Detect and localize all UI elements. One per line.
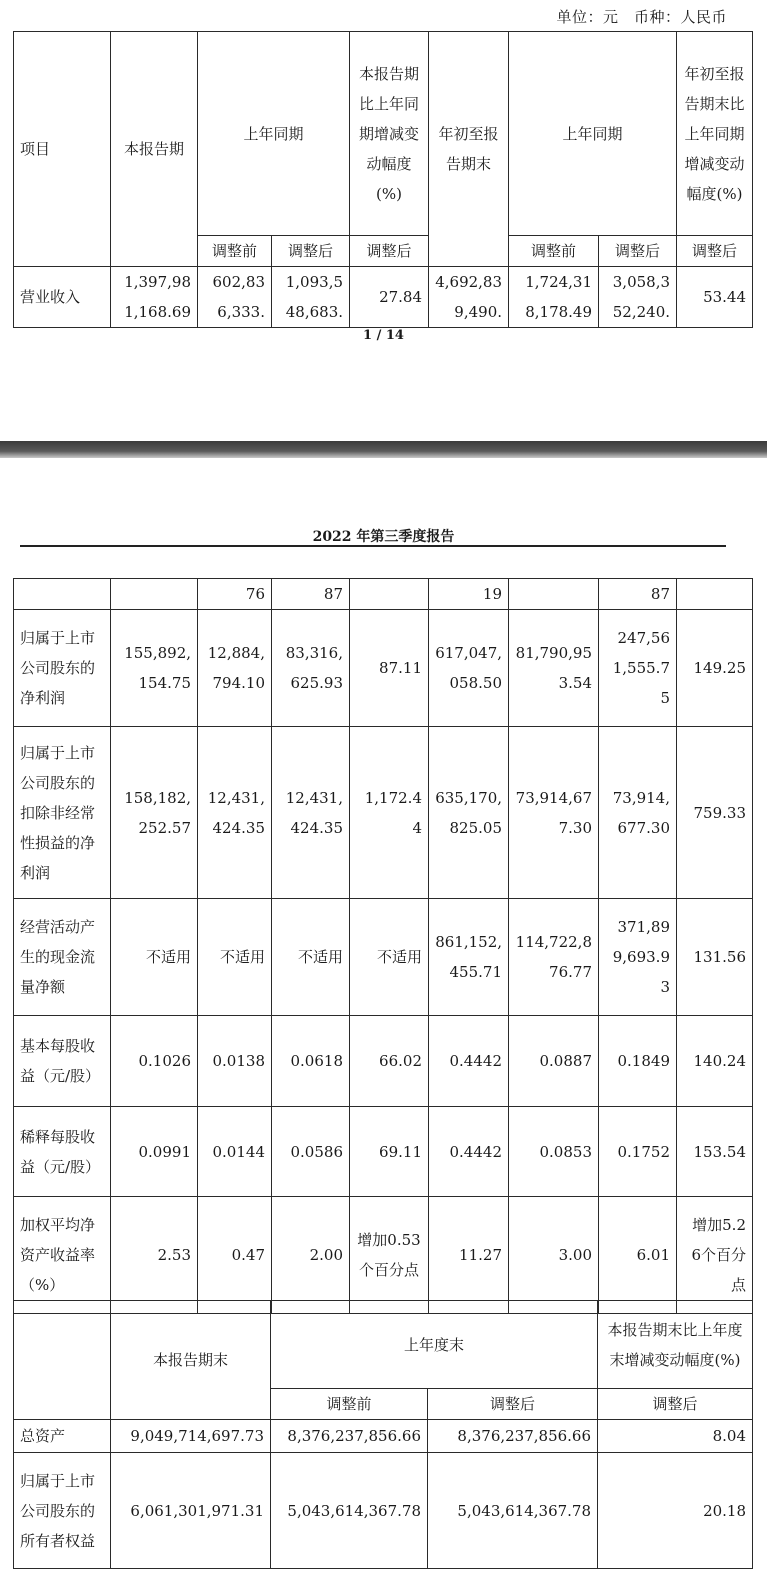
row-label: 加权平均净资产收益率（%） xyxy=(14,1197,111,1314)
header-ytd: 年初至报告期末 xyxy=(429,32,509,267)
subheader-after-adjustment: 调整后 xyxy=(272,236,350,267)
cell-value: 114,722,876.77 xyxy=(509,899,599,1016)
cell-value: 0.1752 xyxy=(599,1107,677,1197)
header-change: 本报告期末比上年度末增减变动幅度(%) xyxy=(598,1301,753,1389)
cell-value: 增加0.53个百分点 xyxy=(350,1197,429,1314)
cell-value: 1,093,548,683. xyxy=(272,267,350,328)
fragment-cell xyxy=(509,579,599,610)
row-label: 经营活动产生的现金流量净额 xyxy=(14,899,111,1016)
cell-value: 不适用 xyxy=(350,899,429,1016)
subheader-after-adjustment: 调整后 xyxy=(428,1389,598,1420)
report-header-title: 2022 年第三季度报告 xyxy=(312,529,455,545)
cell-value: 1,172.44 xyxy=(350,727,429,899)
fragment-cell xyxy=(677,579,753,610)
cell-value: 不适用 xyxy=(111,899,198,1016)
cell-value: 0.0138 xyxy=(198,1016,272,1107)
cell-value: 149.25 xyxy=(677,610,753,727)
cell-value: 27.84 xyxy=(350,267,429,328)
fragment-cell: 87 xyxy=(272,579,350,610)
cell-value: 0.0887 xyxy=(509,1016,599,1107)
cell-value: 0.0586 xyxy=(272,1107,350,1197)
page-divider xyxy=(0,441,767,458)
cell-value: 4,692,839,490. xyxy=(429,267,509,328)
row-label-revenue: 营业收入 xyxy=(14,267,111,328)
row-label: 归属于上市公司股东的所有者权益 xyxy=(14,1453,111,1569)
cell-value: 635,170,825.05 xyxy=(429,727,509,899)
cell-value: 11.27 xyxy=(429,1197,509,1314)
subheader-after-adjustment: 调整后 xyxy=(350,236,429,267)
cell-value: 5,043,614,367.78 xyxy=(271,1453,428,1569)
revenue-table xyxy=(13,31,753,328)
cell-value: 158,182,252.57 xyxy=(111,727,198,899)
cell-value: 3,058,352,240. xyxy=(599,267,677,328)
cell-value: 131.56 xyxy=(677,899,753,1016)
cell-value: 0.0991 xyxy=(111,1107,198,1197)
cell-value: 1,397,981,168.69 xyxy=(111,267,198,328)
cell-value: 81,790,953.54 xyxy=(509,610,599,727)
header-item: 项目 xyxy=(14,32,111,267)
cell-value: 153.54 xyxy=(677,1107,753,1197)
cell-value: 140.24 xyxy=(677,1016,753,1107)
cell-value: 不适用 xyxy=(272,899,350,1016)
unit-currency-line: 单位：元 币种：人民币 xyxy=(556,8,727,26)
cell-value: 6,061,301,971.31 xyxy=(111,1453,271,1569)
cell-value: 759.33 xyxy=(677,727,753,899)
cell-value: 8,376,237,856.66 xyxy=(271,1420,428,1453)
subheader-before-adjustment: 调整前 xyxy=(271,1389,428,1420)
subheader-before-adjustment: 调整前 xyxy=(509,236,599,267)
fragment-cell xyxy=(350,579,429,610)
cell-value: 2.00 xyxy=(272,1197,350,1314)
cell-value: 69.11 xyxy=(350,1107,429,1197)
cell-value: 247,561,555.75 xyxy=(599,610,677,727)
row-label: 归属于上市公司股东的扣除非经常性损益的净利润 xyxy=(14,727,111,899)
cell-value: 155,892,154.75 xyxy=(111,610,198,727)
cell-value: 0.4442 xyxy=(429,1107,509,1197)
cell-value: 0.1849 xyxy=(599,1016,677,1107)
cell-value: 5,043,614,367.78 xyxy=(428,1453,598,1569)
cell-value: 6.01 xyxy=(599,1197,677,1314)
cell-value: 53.44 xyxy=(677,267,753,328)
header-ytd-change: 年初至报告期末比上年同期增减变动幅度(%) xyxy=(677,32,753,236)
fragment-cell xyxy=(14,579,111,610)
cell-value: 0.47 xyxy=(198,1197,272,1314)
cell-value: 0.0618 xyxy=(272,1016,350,1107)
balance-table xyxy=(13,1300,753,1569)
cell-value: 87.11 xyxy=(350,610,429,727)
header-period-change: 本报告期比上年同期增减变动幅度(%) xyxy=(350,32,429,236)
header-prior-ytd: 上年同期 xyxy=(509,32,677,236)
cell-value: 1,724,318,178.49 xyxy=(509,267,599,328)
cell-value: 83,316,625.93 xyxy=(272,610,350,727)
cell-value: 602,836,333. xyxy=(198,267,272,328)
fragment-cell: 19 xyxy=(429,579,509,610)
cell-value: 371,899,693.93 xyxy=(599,899,677,1016)
header-rule xyxy=(20,545,726,547)
row-label: 基本每股收益（元/股） xyxy=(14,1016,111,1107)
cell-value: 8,376,237,856.66 xyxy=(428,1420,598,1453)
header-last-year-end: 上年度末 xyxy=(271,1301,598,1389)
fragment-cell: 76 xyxy=(198,579,272,610)
cell-value: 12,884,794.10 xyxy=(198,610,272,727)
cell-value: 20.18 xyxy=(598,1453,753,1569)
header-period-end: 本报告期末 xyxy=(111,1301,271,1420)
subheader-after-adjustment: 调整后 xyxy=(599,236,677,267)
subheader-after-adjustment: 调整后 xyxy=(677,236,753,267)
cell-value: 66.02 xyxy=(350,1016,429,1107)
cell-value: 617,047,058.50 xyxy=(429,610,509,727)
header-item-blank xyxy=(14,1301,111,1420)
cell-value: 0.1026 xyxy=(111,1016,198,1107)
cell-value: 12,431,424.35 xyxy=(272,727,350,899)
page-number: 1 / 14 xyxy=(363,328,404,343)
row-label: 稀释每股收益（元/股） xyxy=(14,1107,111,1197)
financial-indicators-table xyxy=(13,578,753,1314)
header-current-period: 本报告期 xyxy=(111,32,198,267)
subheader-after-adjustment: 调整后 xyxy=(598,1389,753,1420)
cell-value: 3.00 xyxy=(509,1197,599,1314)
cell-value: 12,431,424.35 xyxy=(198,727,272,899)
cell-value: 0.4442 xyxy=(429,1016,509,1107)
cell-value: 861,152,455.71 xyxy=(429,899,509,1016)
cell-value: 0.0144 xyxy=(198,1107,272,1197)
row-label: 总资产 xyxy=(14,1420,111,1453)
fragment-cell: 87 xyxy=(599,579,677,610)
cell-value: 73,914,677.30 xyxy=(509,727,599,899)
cell-value: 8.04 xyxy=(598,1420,753,1453)
cell-value: 0.0853 xyxy=(509,1107,599,1197)
cell-value: 不适用 xyxy=(198,899,272,1016)
subheader-before-adjustment: 调整前 xyxy=(198,236,272,267)
cell-value: 2.53 xyxy=(111,1197,198,1314)
cell-value: 增加5.26个百分点 xyxy=(677,1197,753,1314)
header-prior-period: 上年同期 xyxy=(198,32,350,236)
fragment-cell xyxy=(111,579,198,610)
row-label: 归属于上市公司股东的净利润 xyxy=(14,610,111,727)
cell-value: 73,914,677.30 xyxy=(599,727,677,899)
cell-value: 9,049,714,697.73 xyxy=(111,1420,271,1453)
